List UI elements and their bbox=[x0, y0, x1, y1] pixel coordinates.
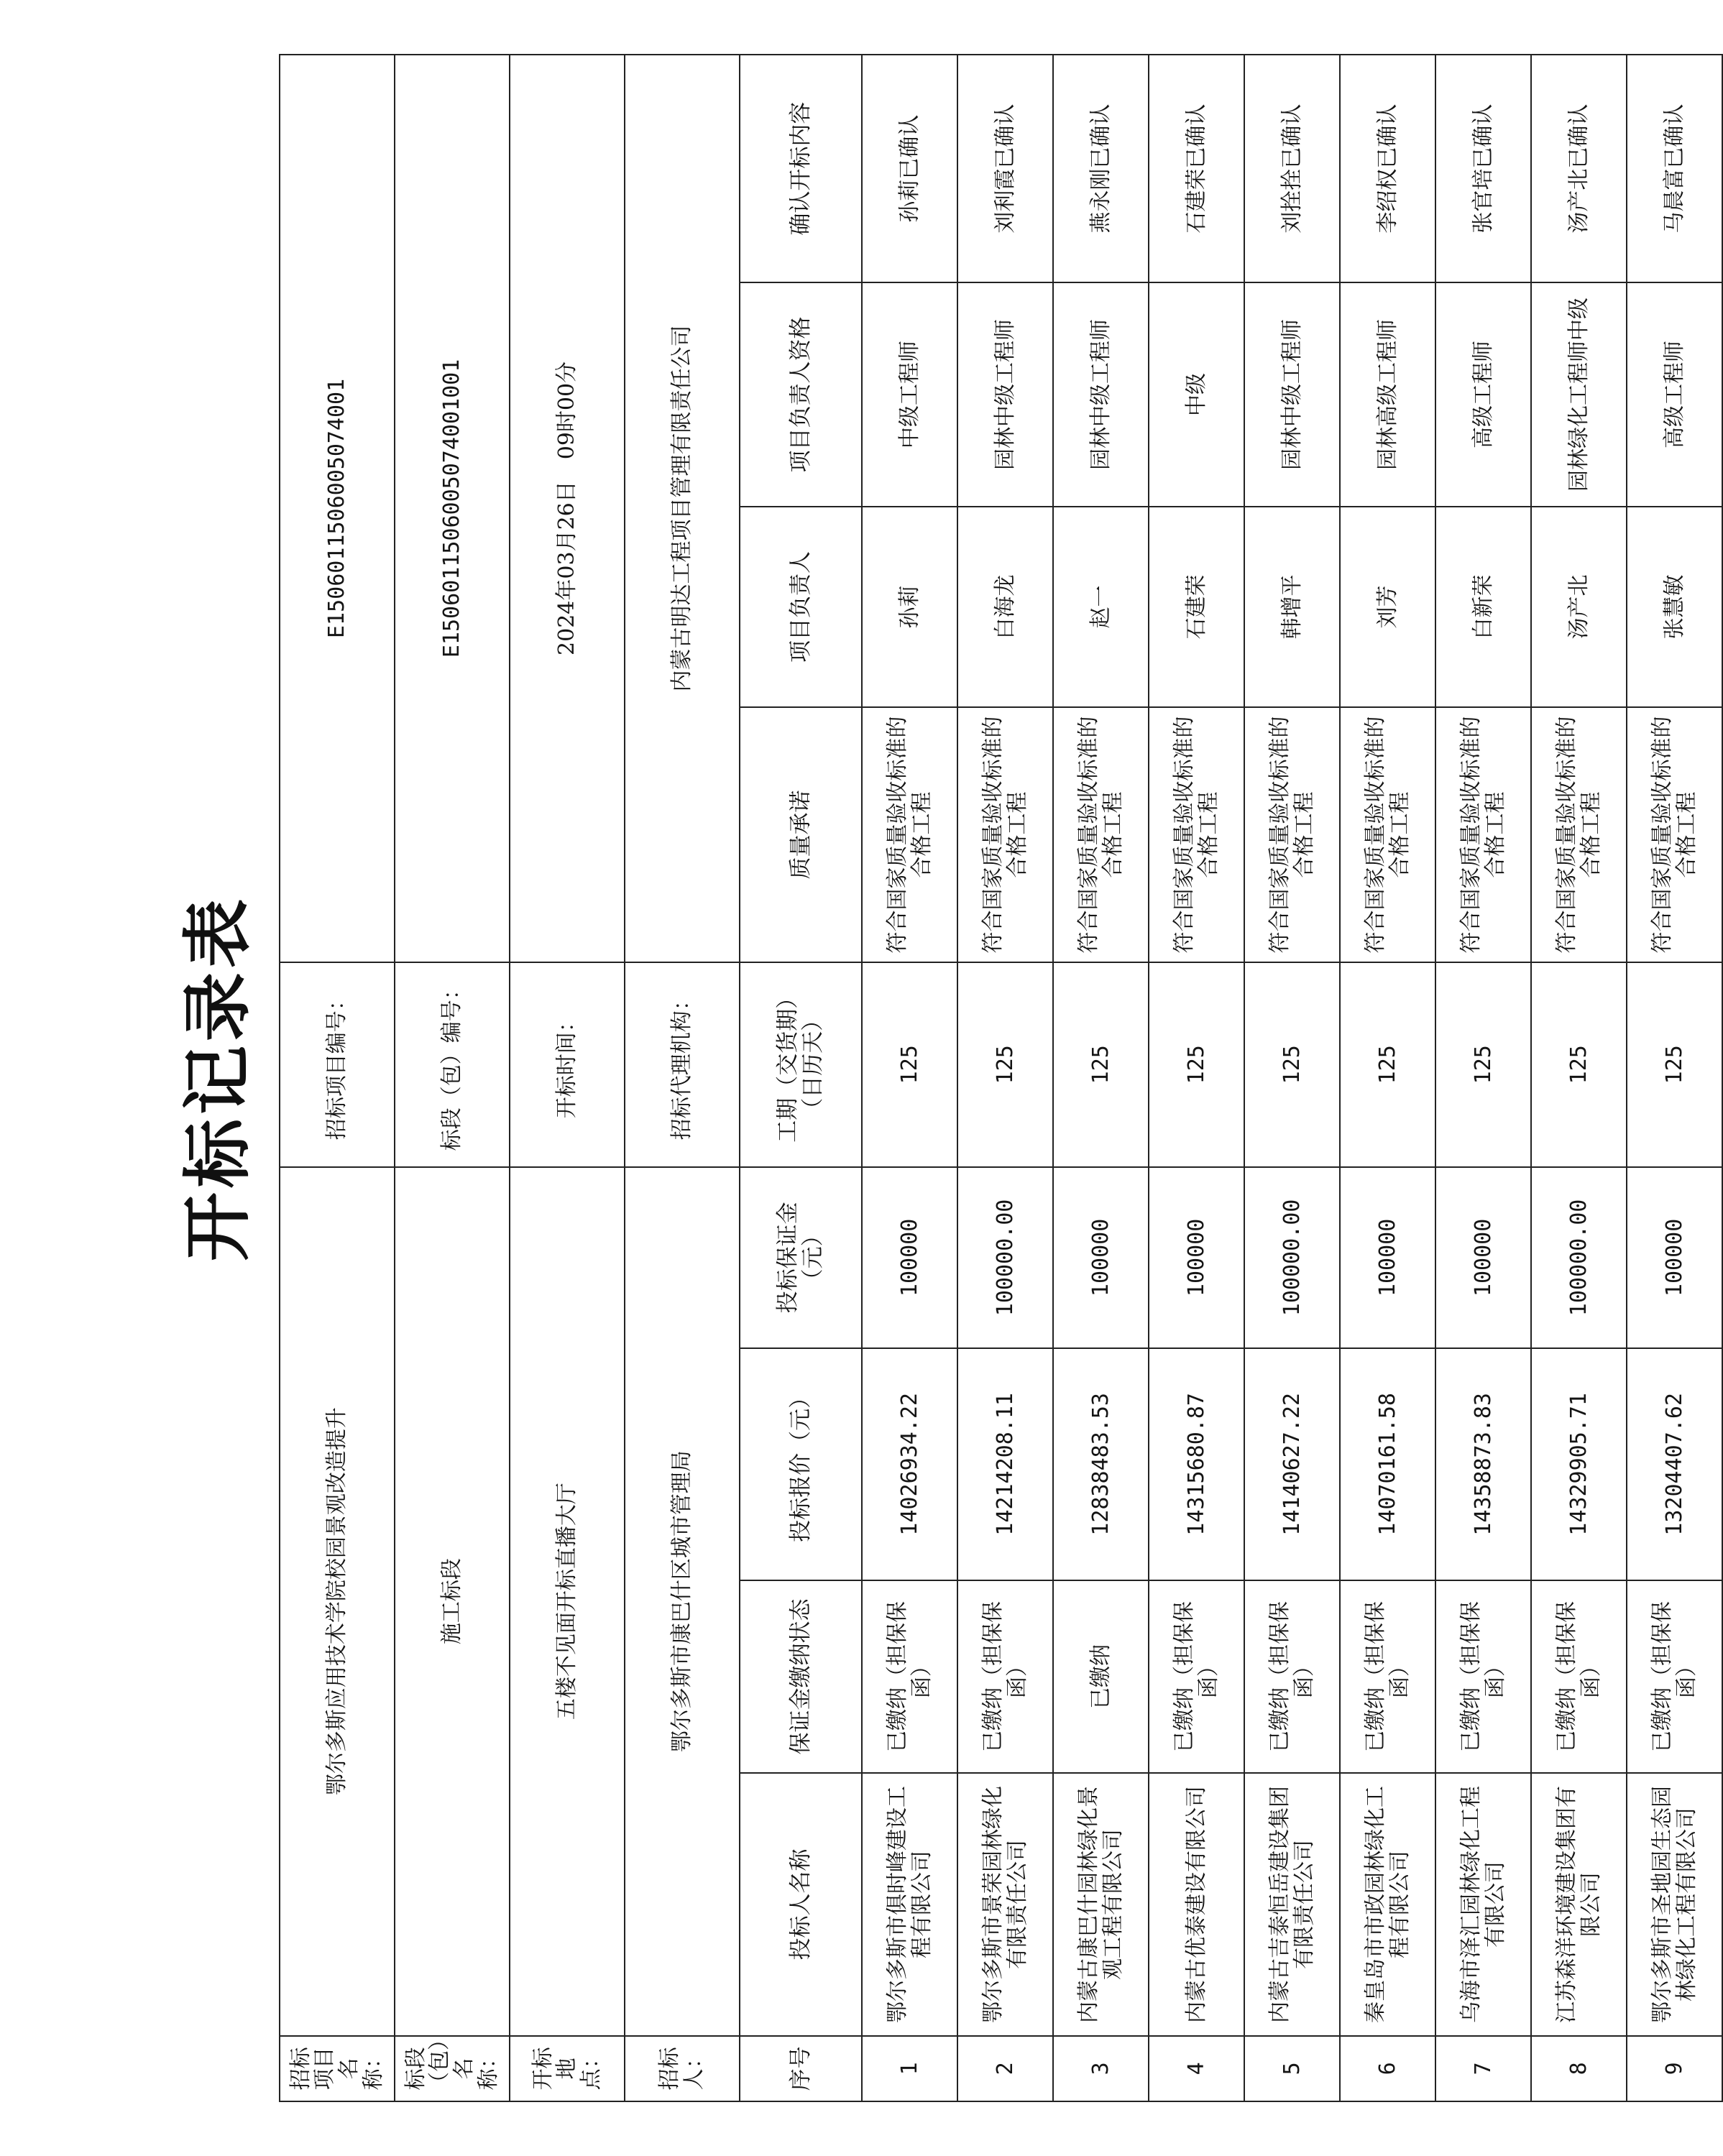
confirmation: 石建荣已确认 bbox=[1149, 55, 1244, 282]
bid-deposit: 100000 bbox=[1340, 1167, 1435, 1349]
project-manager: 汤产北 bbox=[1531, 507, 1627, 707]
construction-period: 125 bbox=[1340, 962, 1435, 1167]
deposit-status: 已缴纳（担保保函） bbox=[1627, 1580, 1722, 1774]
bid-deposit: 100000.00 bbox=[1244, 1167, 1340, 1349]
bid-price: 14315680.87 bbox=[1149, 1348, 1244, 1580]
table-row bbox=[1627, 55, 1722, 2101]
column-header: 项目负责人资格 bbox=[740, 282, 862, 507]
deposit-status: 已缴纳（担保保函） bbox=[1435, 1580, 1531, 1774]
bid-price: 14140627.22 bbox=[1244, 1348, 1340, 1580]
project-no-value: E1506011506005074001 bbox=[280, 55, 395, 962]
section-info-row bbox=[395, 55, 510, 2101]
project-manager: 石建荣 bbox=[1149, 507, 1244, 707]
manager-qualification: 高级工程师 bbox=[1627, 282, 1722, 507]
section-name-label: 标段（包）名称： bbox=[395, 2036, 510, 2101]
location-label: 开标地点： bbox=[510, 2036, 625, 2101]
deposit-status: 已缴纳（担保保函） bbox=[1149, 1580, 1244, 1774]
column-header: 工期（交货期）（日历天） bbox=[740, 962, 862, 1167]
deposit-status: 已缴纳（担保保函） bbox=[862, 1580, 957, 1774]
section-no-label: 标段（包）编号： bbox=[395, 962, 510, 1167]
bidder-name: 内蒙古吉泰恒岳建设集团有限责任公司 bbox=[1244, 1773, 1340, 2035]
bidder-name: 乌海市泽汇园林绿化工程有限公司 bbox=[1435, 1773, 1531, 2035]
bid-price: 14070161.58 bbox=[1340, 1348, 1435, 1580]
confirmation: 刘利霞已确认 bbox=[957, 55, 1053, 282]
manager-qualification: 中级工程师 bbox=[862, 282, 957, 507]
bid-deposit: 100000 bbox=[862, 1167, 957, 1349]
bidder-name: 鄂尔多斯市景荣园林绿化有限责任公司 bbox=[957, 1773, 1053, 2035]
confirmation: 马晨富已确认 bbox=[1627, 55, 1722, 282]
confirmation: 燕永刚已确认 bbox=[1053, 55, 1149, 282]
deposit-status: 已缴纳（担保保函） bbox=[1244, 1580, 1340, 1774]
column-header: 项目负责人 bbox=[740, 507, 862, 707]
construction-period: 125 bbox=[1435, 962, 1531, 1167]
row-number: 7 bbox=[1435, 2036, 1531, 2101]
row-number: 6 bbox=[1340, 2036, 1435, 2101]
quality-commitment: 符合国家质量验收标准的合格工程 bbox=[1627, 707, 1722, 962]
row-number: 4 bbox=[1149, 2036, 1244, 2101]
column-header: 投标报价（元） bbox=[740, 1348, 862, 1580]
tenderer-label: 招标人： bbox=[625, 2036, 740, 2101]
page-title: 开标记录表 bbox=[177, 895, 258, 1261]
bidder-name: 秦皇岛市市政园林绿化工程有限公司 bbox=[1340, 1773, 1435, 2035]
bid-price: 14329905.71 bbox=[1531, 1348, 1627, 1580]
manager-qualification: 高级工程师 bbox=[1435, 282, 1531, 507]
project-manager: 孙莉 bbox=[862, 507, 957, 707]
agency-value: 内蒙古明达工程项目管理有限责任公司 bbox=[625, 55, 740, 962]
project-name-label: 招标项目名称： bbox=[280, 2036, 395, 2101]
column-header: 投标保证金（元） bbox=[740, 1167, 862, 1349]
table-row bbox=[1244, 55, 1340, 2101]
construction-period: 125 bbox=[1531, 962, 1627, 1167]
quality-commitment: 符合国家质量验收标准的合格工程 bbox=[957, 707, 1053, 962]
location-time-row bbox=[510, 55, 625, 2101]
project-info-row bbox=[280, 55, 395, 2101]
project-manager: 韩增平 bbox=[1244, 507, 1340, 707]
row-number: 1 bbox=[862, 2036, 957, 2101]
manager-qualification: 园林高级工程师 bbox=[1340, 282, 1435, 507]
construction-period: 125 bbox=[957, 962, 1053, 1167]
bid-deposit: 100000 bbox=[1435, 1167, 1531, 1349]
manager-qualification: 中级 bbox=[1149, 282, 1244, 507]
manager-qualification: 园林中级工程师 bbox=[957, 282, 1053, 507]
quality-commitment: 符合国家质量验收标准的合格工程 bbox=[1244, 707, 1340, 962]
time-value: 2024年03月26日 09时00分 bbox=[510, 55, 625, 962]
row-number: 8 bbox=[1531, 2036, 1627, 2101]
bidder-name: 江苏森洋环境建设集团有限公司 bbox=[1531, 1773, 1627, 2035]
bid-deposit: 100000.00 bbox=[957, 1167, 1053, 1349]
bidder-name: 鄂尔多斯市俱时峰建设工程有限公司 bbox=[862, 1773, 957, 2035]
project-manager: 白新荣 bbox=[1435, 507, 1531, 707]
column-header: 质量承诺 bbox=[740, 707, 862, 962]
construction-period: 125 bbox=[1053, 962, 1149, 1167]
table-row bbox=[862, 55, 957, 2101]
location-value: 五楼不见面开标直播大厅 bbox=[510, 1167, 625, 2036]
manager-qualification: 园林中级工程师 bbox=[1053, 282, 1149, 507]
table-row bbox=[1531, 55, 1627, 2101]
confirmation: 李绍权已确认 bbox=[1340, 55, 1435, 282]
tenderer-agency-row bbox=[625, 55, 740, 2101]
deposit-status: 已缴纳（担保保函） bbox=[1340, 1580, 1435, 1774]
table-row bbox=[1435, 55, 1531, 2101]
bid-price: 14026934.22 bbox=[862, 1348, 957, 1580]
deposit-status: 已缴纳（担保保函） bbox=[957, 1580, 1053, 1774]
row-number: 2 bbox=[957, 2036, 1053, 2101]
bid-deposit: 100000 bbox=[1149, 1167, 1244, 1349]
project-manager: 张慧敏 bbox=[1627, 507, 1722, 707]
section-name-value: 施工标段 bbox=[395, 1167, 510, 2036]
quality-commitment: 符合国家质量验收标准的合格工程 bbox=[1340, 707, 1435, 962]
column-header: 序号 bbox=[740, 2036, 862, 2101]
row-number: 5 bbox=[1244, 2036, 1340, 2101]
agency-label: 招标代理机构： bbox=[625, 962, 740, 1167]
bid-opening-record-sheet bbox=[164, 43, 1699, 2113]
project-manager: 刘芳 bbox=[1340, 507, 1435, 707]
manager-qualification: 园林中级工程师 bbox=[1244, 282, 1340, 507]
bidder-name: 内蒙古康巴什园林绿化景观工程有限公司 bbox=[1053, 1773, 1149, 2035]
project-manager: 白海龙 bbox=[957, 507, 1053, 707]
column-header: 保证金缴纳状态 bbox=[740, 1580, 862, 1774]
table-header-row bbox=[740, 55, 862, 2101]
table-row bbox=[957, 55, 1053, 2101]
quality-commitment: 符合国家质量验收标准的合格工程 bbox=[1149, 707, 1244, 962]
construction-period: 125 bbox=[1149, 962, 1244, 1167]
time-label: 开标时间： bbox=[510, 962, 625, 1167]
bid-deposit: 100000.00 bbox=[1531, 1167, 1627, 1349]
quality-commitment: 符合国家质量验收标准的合格工程 bbox=[1435, 707, 1531, 962]
project-name-value: 鄂尔多斯应用技术学院校园景观改造提升 bbox=[280, 1167, 395, 2036]
confirmation: 孙莉已确认 bbox=[862, 55, 957, 282]
confirmation: 刘拴拴已确认 bbox=[1244, 55, 1340, 282]
confirmation: 汤产北已确认 bbox=[1531, 55, 1627, 282]
project-no-label: 招标项目编号： bbox=[280, 962, 395, 1167]
construction-period: 125 bbox=[1244, 962, 1340, 1167]
confirmation: 张官培已确认 bbox=[1435, 55, 1531, 282]
quality-commitment: 符合国家质量验收标准的合格工程 bbox=[1053, 707, 1149, 962]
quality-commitment: 符合国家质量验收标准的合格工程 bbox=[1531, 707, 1627, 962]
table-row bbox=[1149, 55, 1244, 2101]
bid-price: 14214208.11 bbox=[957, 1348, 1053, 1580]
tenderer-value: 鄂尔多斯市康巴什区城市管理局 bbox=[625, 1167, 740, 2036]
bid-price: 12838483.53 bbox=[1053, 1348, 1149, 1580]
column-header: 投标人名称 bbox=[740, 1773, 862, 2035]
column-header: 确认开标内容 bbox=[740, 55, 862, 282]
deposit-status: 已缴纳 bbox=[1053, 1580, 1149, 1774]
project-manager: 赵一 bbox=[1053, 507, 1149, 707]
construction-period: 125 bbox=[1627, 962, 1722, 1167]
construction-period: 125 bbox=[862, 962, 957, 1167]
bid-price: 14358873.83 bbox=[1435, 1348, 1531, 1580]
row-number: 9 bbox=[1627, 2036, 1722, 2101]
manager-qualification: 园林绿化工程师中级 bbox=[1531, 282, 1627, 507]
section-no-value: E1506011506005074001001 bbox=[395, 55, 510, 962]
bid-price: 13204407.62 bbox=[1627, 1348, 1722, 1580]
deposit-status: 已缴纳（担保保函） bbox=[1531, 1580, 1627, 1774]
table-row bbox=[1053, 55, 1149, 2101]
table-row bbox=[1340, 55, 1435, 2101]
bidder-name: 内蒙古优泰建设有限公司 bbox=[1149, 1773, 1244, 2035]
bid-opening-table bbox=[279, 54, 1723, 2102]
row-number: 3 bbox=[1053, 2036, 1149, 2101]
bid-deposit: 100000 bbox=[1053, 1167, 1149, 1349]
quality-commitment: 符合国家质量验收标准的合格工程 bbox=[862, 707, 957, 962]
bid-deposit: 100000 bbox=[1627, 1167, 1722, 1349]
bidder-name: 鄂尔多斯市圣地园生态园林绿化工程有限公司 bbox=[1627, 1773, 1722, 2035]
